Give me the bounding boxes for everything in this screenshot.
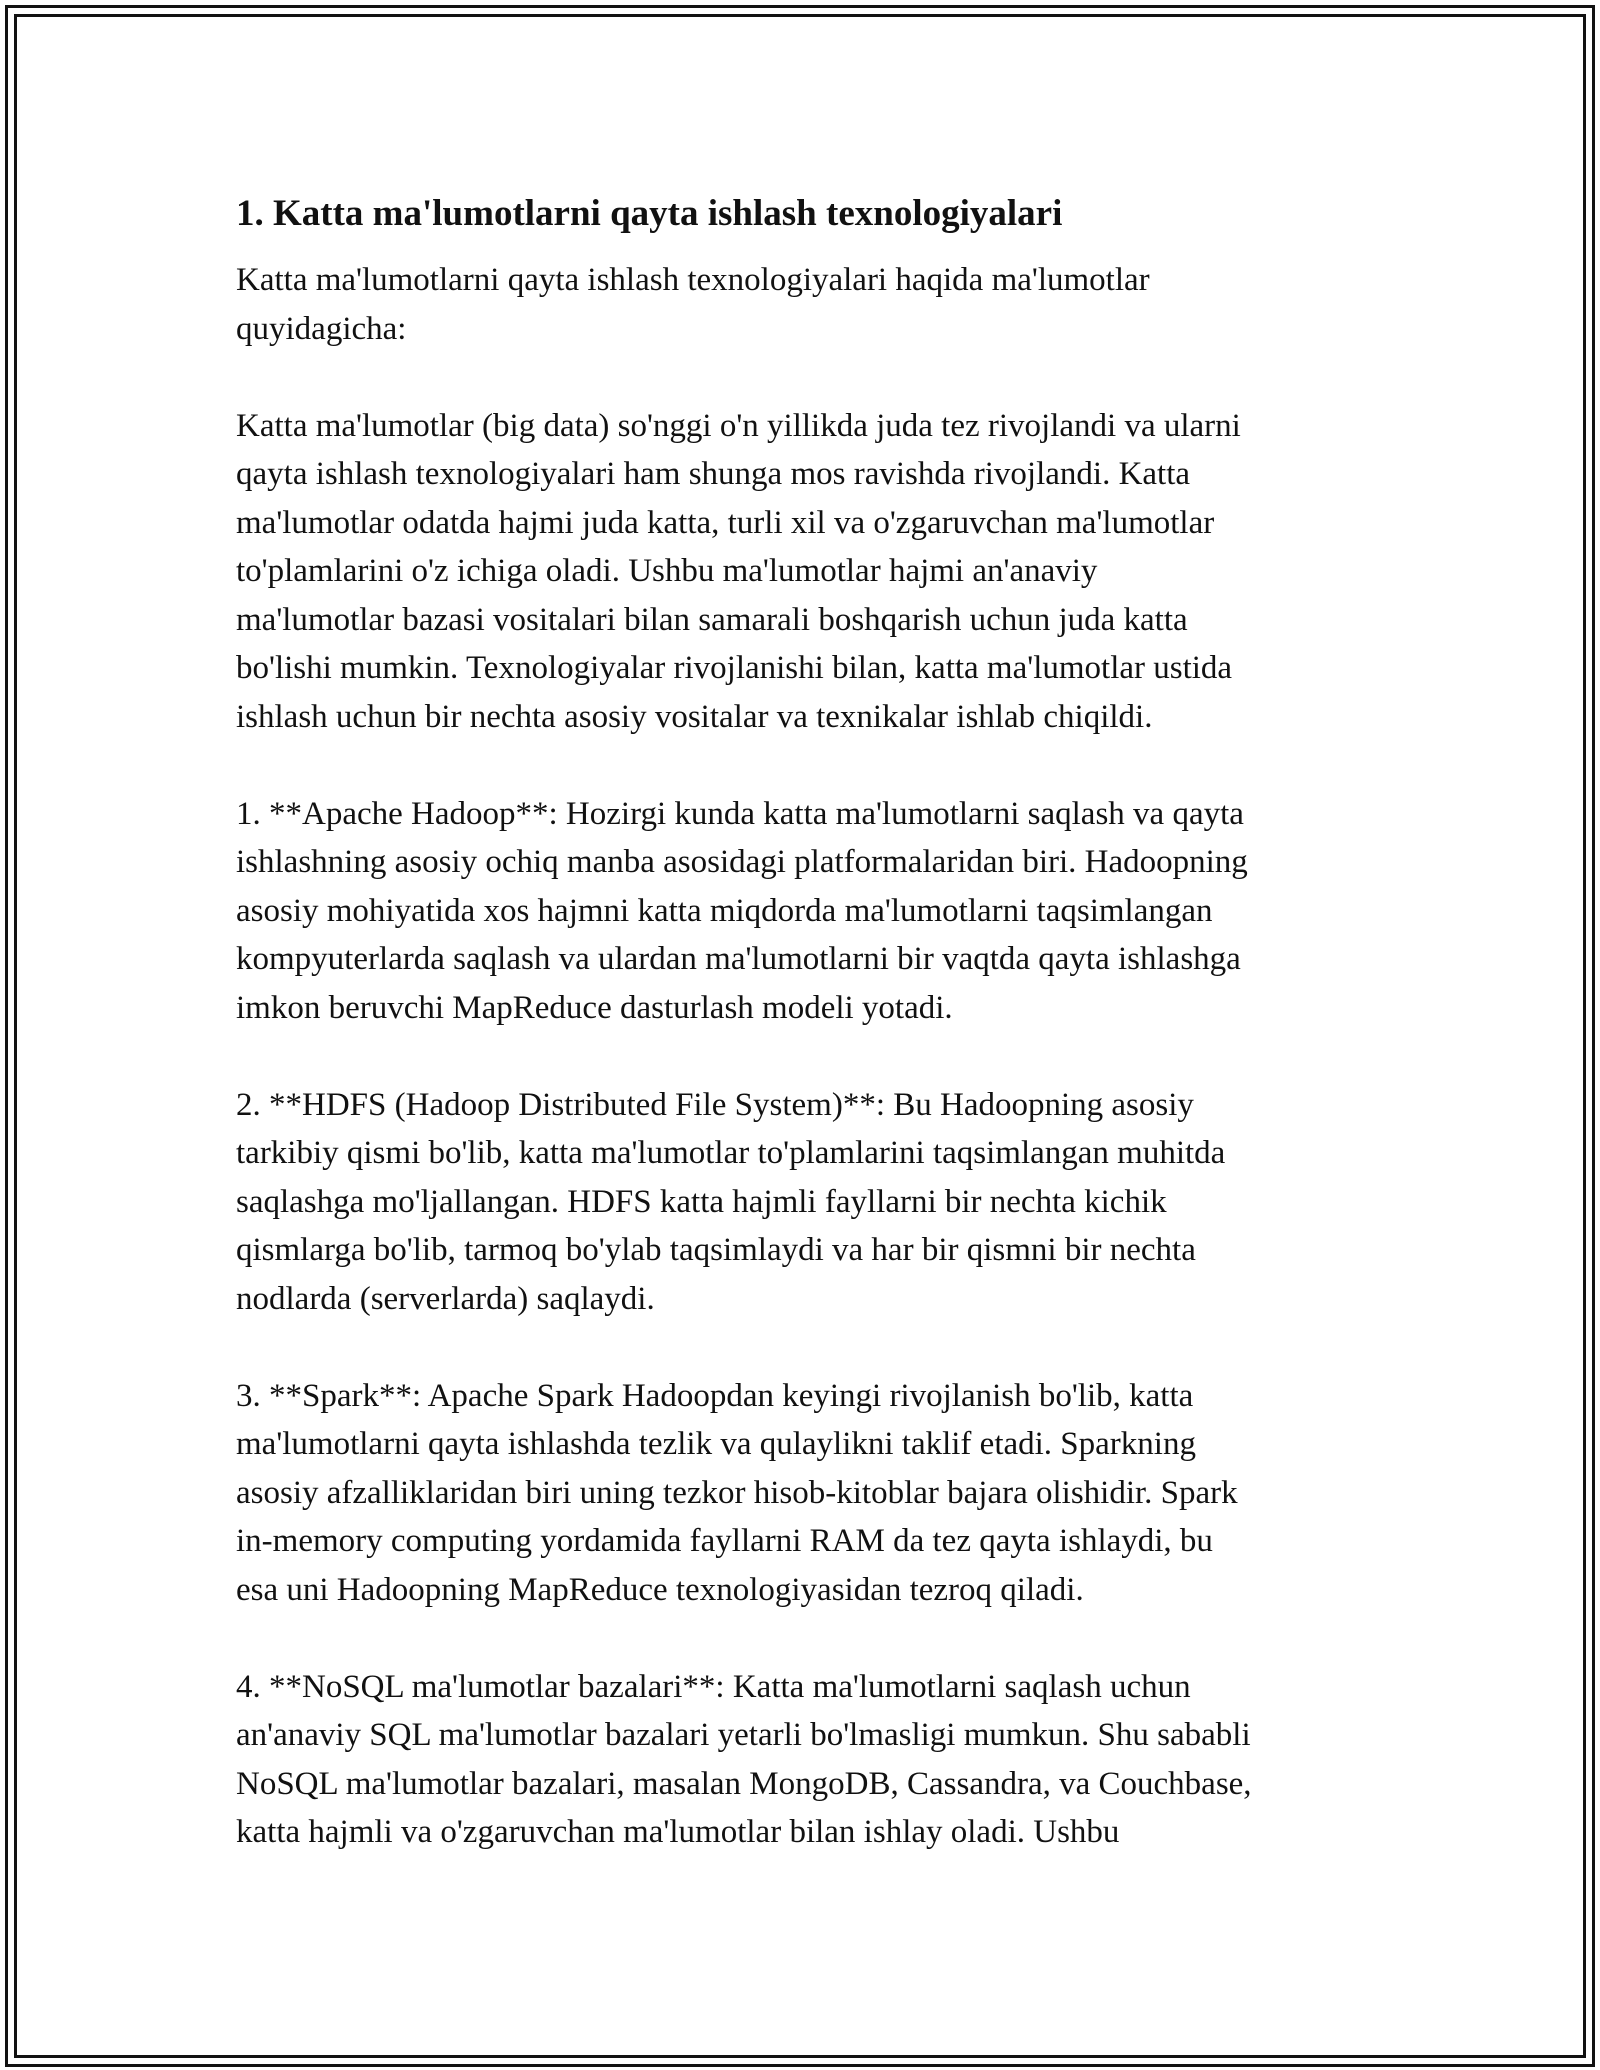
hdfs-paragraph: 2. **HDFS (Hadoop Distributed File System)**: Bu Hadoopning asosiy tarkibiy qismi bo'lib, katta ma'lumotlar to'plamlarini taqsimlangan muhitda saqlashga mo'ljallangan. HDFS katta hajmli fayllarni bir nechta kichik qismlarga bo'lib, tarmoq bo'ylab taqsimlaydi va har bir qismni bir nechta nodlarda (serverlarda) saqlaydi. [236,1086,1226,1317]
big-data-paragraph: Katta ma'lumotlar (big data) so'nggi o'n yillikda juda tez rivojlandi va ularni qayta ishlash texnologiyalari ham shunga mos ravishda rivojlandi. Katta ma'lumotlar odatda hajmi juda katta, turli xil va o'zgaruvchan ma'lumotlar to'plamlarini o'z ichiga oladi. Ushbu ma'lumotlar hajmi an'anaviy ma'lumotlar bazasi vositalari bilan samarali boshqarish uchun juda katta bo'lishi mumkin. Texnologiyalar rivojlanishi bilan, katta ma'lumotlar ustida ishlash uchun bir nechta asosiy vositalar va texnikalar ishlab chiqildi. [236,407,1241,735]
document-body [236,186,1376,1857]
hadoop-paragraph: 1. **Apache Hadoop**: Hozirgi kunda katta ma'lumotlarni saqlash va qayta ishlashning asosiy ochiq manba asosidagi platformalaridan biri. Hadoopning asosiy mohiyatida xos hajmni katta miqdorda ma'lumotlarni taqsimlangan kompyuterlarda saqlash va ulardan ma'lumotlarni bir vaqtda qayta ishlashga imkon beruvchi MapReduce dasturlash modeli yotadi. [236,795,1248,1026]
nosql-paragraph: 4. **NoSQL ma'lumotlar bazalari**: Katta ma'lumotlarni saqlash uchun an'anaviy SQL ma'lumotlar bazalari yetarli bo'lmasligi mumkun. Shu sababli NoSQL ma'lumotlar bazalari, masalan MongoDB, Cassandra, va Couchbase, katta hajmli va o'zgaruvchan ma'lumotlar bilan ishlay oladi. Ushbu [236,1668,1252,1850]
page-title: 1. Katta ma'lumotlarni qayta ishlash texnologiyalari [236,193,1063,234]
intro-paragraph: Katta ma'lumotlarni qayta ishlash texnologiyalari haqida ma'lumotlar quyidagicha: [236,262,1150,347]
spark-paragraph: 3. **Spark**: Apache Spark Hadoopdan keyingi rivojlanish bo'lib, katta ma'lumotlarni qayta ishlashda tezlik va qulaylikni taklif etadi. Sparkning asosiy afzalliklaridan biri uning tezkor hisob-kitoblar bajara olishidir. Spark in-memory computing yordamida fayllarni RAM da tez qayta ishlaydi, bu esa uni Hadoopning MapReduce texnologiyasidan tezroq qiladi. [236,1377,1238,1608]
